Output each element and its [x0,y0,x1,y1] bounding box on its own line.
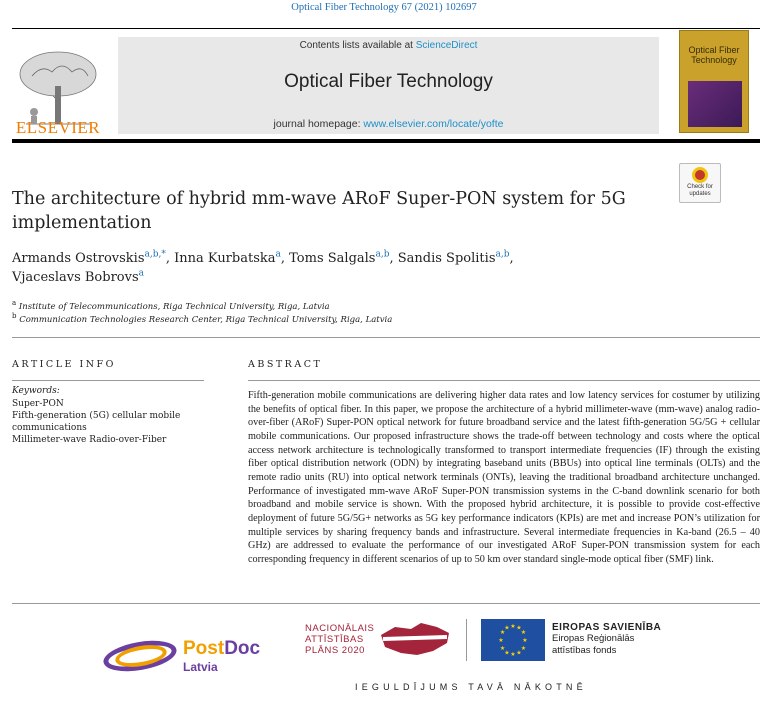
author-affiliation-sup[interactable]: a [275,249,281,260]
author-separator: , [280,251,290,266]
svg-text:★: ★ [520,645,527,652]
svg-text:★: ★ [499,645,506,652]
author-separator: , [509,251,514,266]
affiliation-sup: a [12,299,17,307]
svg-text:★: ★ [516,624,522,632]
section-rule [12,337,760,338]
nap-line-2: ATTĪSTĪBAS [305,634,364,645]
author-list [12,249,652,287]
contents-prefix: Contents lists available at [299,40,416,51]
author-separator: , [165,251,175,266]
svg-text:★: ★ [522,637,528,644]
eu-line-1: Eiropas Reģionālās [552,633,635,644]
postdoc-word-post: Post [183,638,225,659]
abstract-text: Fifth-generation mobile communications are delivering higher data rates and low latency services for costumer by utilizing the benefits of optical fiber. In this paper, we propose the architecture of a hybrid millimeter-wave (mm-wave) analog radio-over-fiber (ARoF) Super-PON optical network for future broadband service and the latest fifth-generation 5G/5G + cellular mobile communications. Our proposed infrastructure shows the trade-off between technology and costs where the optical access network architecture is technologically transformed to transport intermediate frequencies (IF) through the existing fiber optical distribution network (ODN) by integrating baseband units (BBUs) into optical line terminals (OLTs) and the remote radio units (RU) into optical network terminals (ONTs), leaving the traditional broadband architecture unchanged. Performance of investigated mm-wave ARoF Super-PON transmission systems in the C-band downlink scenario for both broadband and mobile service is shown. With the proposed hybrid architecture, it is possible to provide cost-effective deployment of future 5G/5G+ networks as 5G key performance indicators (KPIs) are met and increase PON’s utilization for multiple services by sharing frequency bands and infrastructure. Several intermediate frequencies in Ka-band (26.5 – 40 GHz) are addressed to evaluate the performance of our investigated ARoF Super-PON transmission system for each corresponding frequency in different scenarios of up to 50 km over standard single-mode optical fiber (SMF) link. [248,390,760,565]
article-title: The architecture of hybrid mm-wave ARoF Super-PON system for 5G implementation [12,189,626,233]
abstract-rule [248,380,760,381]
keyword-item: Millimeter-wave Radio-over-Fiber [12,435,167,445]
journal-cover-thumbnail[interactable] [679,30,749,133]
journal-name: Optical Fiber Technology [284,71,493,92]
postdoc-wordmark [183,638,260,660]
investment-slogan: IEGULDĪJUMS TAVĀ NĀKOTNĒ [355,682,587,692]
svg-text:★: ★ [504,649,510,657]
elsevier-wordmark: ELSEVIER [15,118,101,137]
affiliation-text: Institute of Telecommunications, Riga Technical University, Riga, Latvia [18,301,330,312]
svg-text:★: ★ [498,637,504,644]
homepage-prefix: journal homepage: [273,118,364,130]
footer-rule [12,603,760,604]
homepage-link[interactable]: www.elsevier.com/locate/yofte [363,118,504,130]
postdoc-latvia-logo [103,636,283,676]
keywords-label: Keywords: [12,386,60,396]
keywords-list [12,398,192,446]
check-updates-line1: Check for [687,184,713,190]
svg-text:★: ★ [504,624,510,632]
author-name[interactable]: Toms Salgals [289,251,376,266]
latvia-map-icon [377,621,453,659]
contents-line [118,40,659,51]
nap-line-1: NACIONĀLAIS [305,623,375,634]
abstract-heading: ABSTRACT [248,359,323,370]
check-updates-line2: updates [689,191,711,197]
author-name[interactable]: Inna Kurbatska [174,251,276,266]
affiliation-a [12,299,330,312]
eu-flag-icon [481,619,545,661]
cover-image [688,81,742,127]
article-info-rule [12,380,204,381]
sciencedirect-link[interactable]: ScienceDirect [415,40,478,51]
svg-text:★: ★ [499,629,506,636]
header-top-rule [12,28,760,29]
affiliation-sup: b [12,312,17,320]
check-for-updates-button[interactable] [679,163,721,203]
journal-banner [118,37,659,134]
header-thick-rule [12,139,760,143]
article-info-heading: ARTICLE INFO [12,359,116,370]
affiliation-b [12,312,392,325]
author-name[interactable]: Sandis Spolitis [397,251,496,266]
author-separator: , [389,251,398,266]
eu-fund-label [552,622,661,657]
svg-text:★: ★ [520,629,527,636]
homepage-line [118,118,659,130]
author-affiliation-sup[interactable]: a,b [495,249,510,260]
author-affiliation-sup[interactable]: a,b [375,249,390,260]
nap-line-3: PLĀNS 2020 [305,645,365,656]
cover-title: Optical Fiber Technology [688,45,740,65]
svg-text:★: ★ [510,623,516,630]
author-name[interactable]: Vjaceslavs Bobrovs [12,270,139,285]
affiliation-text: Communication Technologies Research Center, Riga Technical University, Riga, Latvia [19,314,393,325]
eu-line-2: attīstības fonds [552,645,617,656]
author-name[interactable]: Armands Ostrovskis [12,251,145,266]
svg-text:★: ★ [516,649,522,657]
nap2020-logo-text [305,623,374,656]
postdoc-subtitle: Latvia [183,660,218,674]
footer-divider [466,619,467,661]
eu-title: EIROPAS SAVIENĪBA [552,622,662,633]
journal-citation[interactable]: Optical Fiber Technology 67 (2021) 102697 [291,2,477,13]
keyword-item: Super-PON [12,399,64,409]
author-affiliation-sup[interactable]: a [138,268,145,279]
svg-text:★: ★ [510,651,516,658]
author-affiliation-sup[interactable]: a,b,* [144,249,166,260]
keyword-item: Fifth-generation (5G) cellular mobile communications [12,411,181,433]
check-updates-icon [692,167,708,183]
postdoc-word-doc: Doc [224,638,261,659]
